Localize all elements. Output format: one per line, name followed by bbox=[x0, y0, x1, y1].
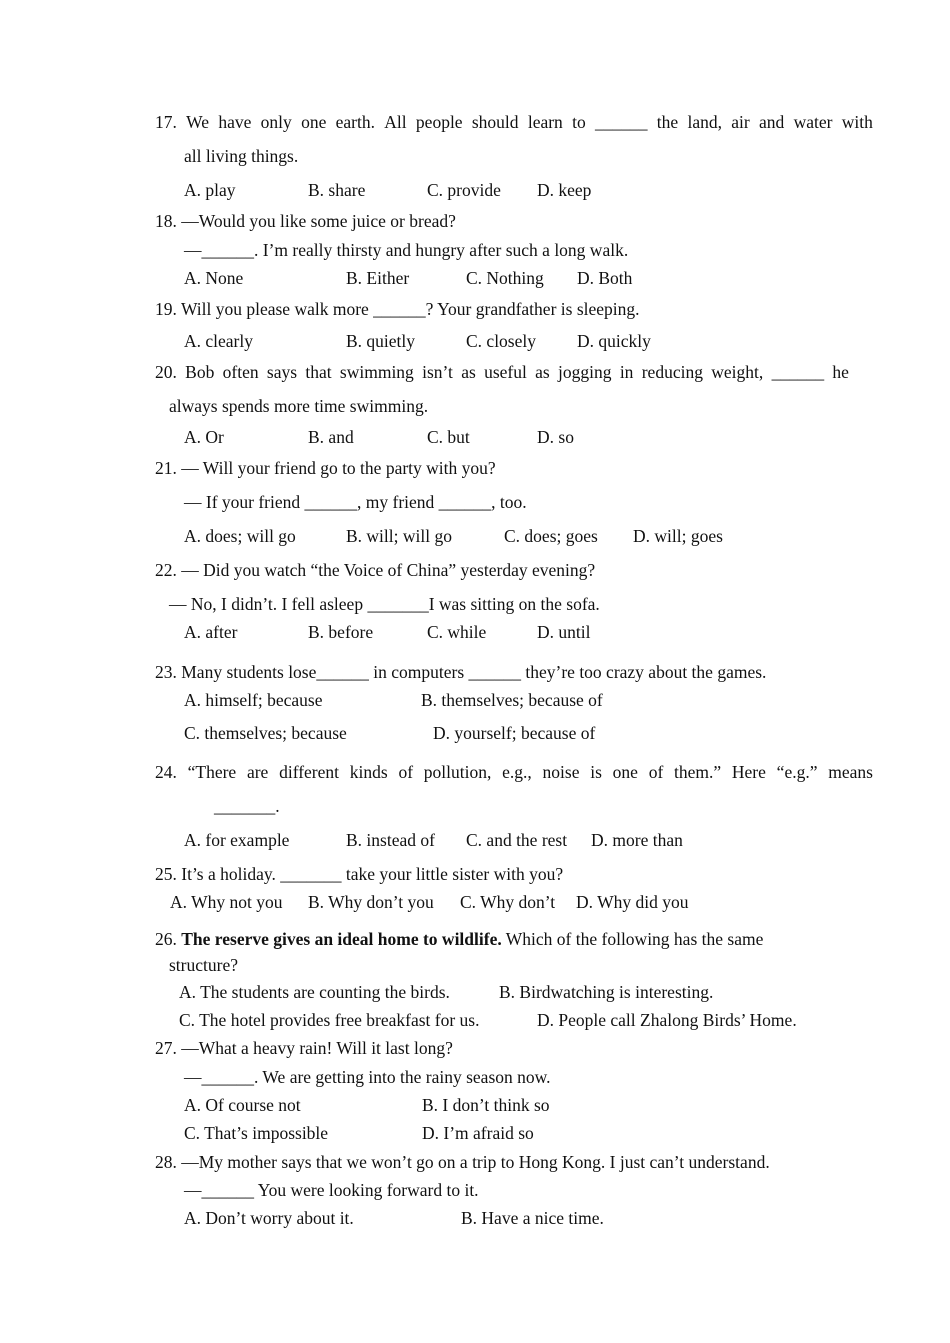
option-c: C. themselves; because bbox=[184, 723, 347, 743]
option-c: C. does; goes bbox=[504, 526, 598, 546]
question-number: 19. bbox=[155, 299, 177, 319]
question-22-stem-cont: — No, I didn’t. I fell asleep _______I was sitting on the sofa. bbox=[169, 594, 600, 614]
question-17-stem-cont: all living things. bbox=[184, 146, 299, 166]
option-a: A. clearly bbox=[184, 331, 253, 351]
question-21-stem: 21. — Will your friend go to the party with you? bbox=[155, 458, 496, 478]
question-20-stem: 20. Bob often says that swimming isn’t as useful as jogging in reducing weight, ______ he bbox=[155, 362, 849, 382]
option-d: D. until bbox=[537, 622, 591, 642]
option-a: A. after bbox=[184, 622, 238, 642]
question-22-stem: 22. — Did you watch “the Voice of China” yesterday evening? bbox=[155, 560, 596, 580]
option-b: B. instead of bbox=[346, 830, 435, 850]
question-number: 24. bbox=[155, 762, 177, 782]
option-d: D. so bbox=[537, 427, 574, 447]
question-24-stem-cont: _______. bbox=[214, 796, 280, 816]
option-a: A. The students are counting the birds. bbox=[179, 982, 450, 1002]
option-b: B. quietly bbox=[346, 331, 416, 351]
option-a: A. for example bbox=[184, 830, 290, 850]
option-b: B. Either bbox=[346, 268, 410, 288]
question-21-stem-cont: — If your friend ______, my friend ______, too. bbox=[184, 492, 527, 512]
option-a: A. Why not you bbox=[170, 892, 283, 912]
question-number: 28. bbox=[155, 1152, 177, 1172]
question-20-stem-cont: always spends more time swimming. bbox=[169, 396, 429, 416]
option-b: B. will; will go bbox=[346, 526, 452, 546]
question-number: 23. bbox=[155, 662, 177, 682]
question-27-stem: 27. —What a heavy rain! Will it last long? bbox=[155, 1038, 453, 1058]
question-number: 26. bbox=[155, 929, 177, 949]
option-d: D. keep bbox=[537, 180, 592, 200]
question-18-stem: 18. —Would you like some juice or bread? bbox=[155, 211, 456, 231]
question-28-stem: 28. —My mother says that we won’t go on a trip to Hong Kong. I just can’t understand. bbox=[155, 1152, 770, 1172]
question-26-stem-cont: structure? bbox=[169, 955, 238, 975]
option-a: A. Or bbox=[184, 427, 224, 447]
question-26-stem: 26. The reserve gives an ideal home to wildlife. Which of the following has the same bbox=[155, 929, 764, 949]
option-c: C. That’s impossible bbox=[184, 1123, 329, 1143]
question-number: 18. bbox=[155, 211, 177, 231]
question-number: 17. bbox=[155, 112, 177, 132]
option-c: C. closely bbox=[466, 331, 536, 351]
option-d: D. yourself; because of bbox=[433, 723, 596, 743]
option-d: D. quickly bbox=[577, 331, 651, 351]
question-25-stem: 25. It’s a holiday. _______ take your little sister with you? bbox=[155, 864, 564, 884]
option-a: A. does; will go bbox=[184, 526, 296, 546]
option-c: C. Nothing bbox=[466, 268, 544, 288]
option-b: B. Birdwatching is interesting. bbox=[499, 982, 714, 1002]
option-d: D. Both bbox=[577, 268, 633, 288]
option-c: C. provide bbox=[427, 180, 501, 200]
option-d: D. I’m afraid so bbox=[422, 1123, 534, 1143]
question-17-stem: 17. We have only one earth. All people should learn to ______ the land, air and water with bbox=[155, 112, 873, 132]
question-number: 25. bbox=[155, 864, 177, 884]
question-number: 22. bbox=[155, 560, 177, 580]
option-c: C. but bbox=[427, 427, 470, 447]
question-28-stem-cont: —______ You were looking forward to it. bbox=[184, 1180, 479, 1200]
option-b: B. themselves; because of bbox=[421, 690, 603, 710]
option-a: A. Of course not bbox=[184, 1095, 301, 1115]
option-b: B. before bbox=[308, 622, 374, 642]
question-24-stem: 24. “There are different kinds of pollution, e.g., noise is one of them.” Here “e.g.” means bbox=[155, 762, 873, 782]
question-19-stem: 19. Will you please walk more ______? Your grandfather is sleeping. bbox=[155, 299, 640, 319]
option-a: A. Don’t worry about it. bbox=[184, 1208, 354, 1228]
option-d: D. Why did you bbox=[576, 892, 689, 912]
question-27-stem-cont: —______. We are getting into the rainy season now. bbox=[184, 1067, 551, 1087]
option-c: C. while bbox=[427, 622, 487, 642]
option-b: B. share bbox=[308, 180, 366, 200]
question-26-example-sentence: The reserve gives an ideal home to wildlife. bbox=[181, 929, 502, 949]
option-b: B. Have a nice time. bbox=[461, 1208, 604, 1228]
option-c: C. and the rest bbox=[466, 830, 568, 850]
option-c: C. The hotel provides free breakfast for us. bbox=[179, 1010, 480, 1030]
option-d: D. will; goes bbox=[633, 526, 723, 546]
question-number: 27. bbox=[155, 1038, 177, 1058]
option-a: A. himself; because bbox=[184, 690, 323, 710]
option-a: A. play bbox=[184, 180, 236, 200]
option-c: C. Why don’t bbox=[460, 892, 556, 912]
question-number: 21. bbox=[155, 458, 177, 478]
option-d: D. People call Zhalong Birds’ Home. bbox=[537, 1010, 797, 1030]
question-18-stem-cont: —______. I’m really thirsty and hungry after such a long walk. bbox=[184, 240, 629, 260]
option-a: A. None bbox=[184, 268, 244, 288]
option-b: B. Why don’t you bbox=[308, 892, 434, 912]
option-d: D. more than bbox=[591, 830, 683, 850]
option-b: B. I don’t think so bbox=[422, 1095, 550, 1115]
option-b: B. and bbox=[308, 427, 354, 447]
question-number: 20. bbox=[155, 362, 177, 382]
question-23-stem: 23. Many students lose______ in computers ______ they’re too crazy about the games. bbox=[155, 662, 767, 682]
